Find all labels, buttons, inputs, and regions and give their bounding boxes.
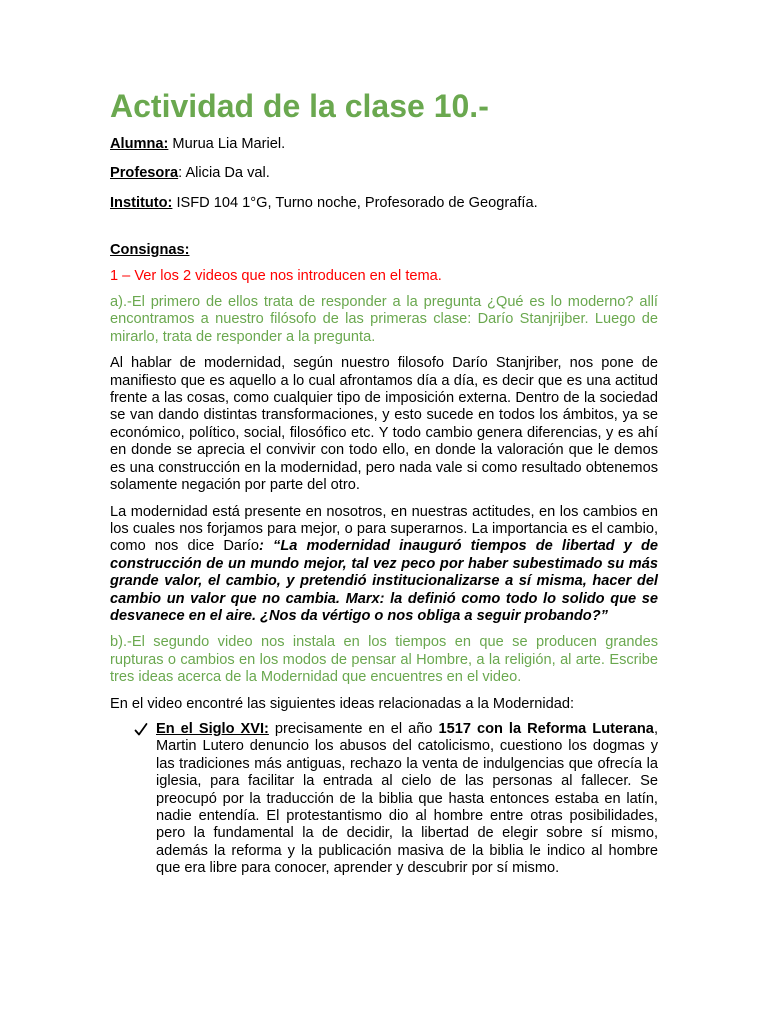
list-item-bold: 1517 con la Reforma Luterana	[438, 720, 654, 737]
answer-b-intro: En el video encontré las siguientes ideas relacionadas a la Modernidad:	[110, 695, 575, 712]
instruction-item-1: 1 – Ver los 2 videos que nos introducen en el tema.	[110, 267, 442, 284]
document-title: Actividad de la clase 10.-	[110, 88, 489, 124]
document-page	[110, 86, 658, 878]
institute-value: ISFD 104 1°G, Turno noche, Profesorado de Geografía.	[172, 194, 538, 211]
student-label: Alumna:	[110, 136, 169, 152]
answer-a-paragraph-1: Al hablar de modernidad, según nuestro filosofo Darío Stanjriber, nos pone de manifiesto que es aquello a lo cual afrontamos día a día, es decir que es una actitud frente a las cosas, como cualquier tipo de imposición externa. Dentro de la sociedad se van dando distintas transformaciones, y esto sucede en todos los ámbitos, ya se económico, político, social, filosófico etc. Y todo cambio genera diferencias, y es ahí en donde se aprecia el convivir con todo ello, en donde la valoración que le demos es una construcción en la modernidad, pero nada vale si como resultado obtenemos solamente negación por parte del otro.	[110, 355, 658, 494]
answer-a-quote: : “La modernidad inauguró tiempos de libertad y de construcción de un mundo mejor, tal vez peco por haber subestimado su más grande valor, el cambio, y pretendió institucionalizarse a sí misma, hacer del cambio un valor que no cambia. Marx: la definió como todo lo solido que se desvanece en el aire. ¿Nos da vértigo o nos obliga a seguir probando?”	[110, 538, 658, 624]
student-field	[110, 136, 658, 153]
instructions-heading: Consignas:	[110, 242, 190, 259]
student-value: Murua Lia Mariel.	[168, 136, 286, 152]
teacher-label: Profesora	[110, 165, 179, 182]
list-item-text-1: precisamente en el año	[268, 720, 439, 737]
question-b: b).-El segundo video nos instala en los tiempos en que se producen grandes rupturas o cambios en los modos de pensar al Hombre, a la religión, al arte. Escribe tres ideas acerca de la Modernidad que encuentres en el video.	[110, 634, 658, 686]
question-a: a).-El primero de ellos trata de responder a la pregunta ¿Qué es lo moderno? allí encontramos a nuestro filósofo de las primeras clase: Darío Stanjrijber. Luego de mirarlo, trata de responder a la pregunta.	[110, 294, 658, 345]
answer-a-paragraph-2-text: La modernidad está presente en nosotros, en nuestras actitudes, en los cambios en los cuales nos forjamos para mejor, o para superarnos. La importancia es el cambio, como nos dice Darío	[110, 503, 658, 555]
list-item-text-2: , Martin Lutero denuncio los abusos del catolicismo, cuestiono los dogmas y las tradiciones más antiguas, rechazo la venta de indulgencias que ofrecía la iglesia, para facilitar la entrada al cielo de las personas al fallecer. Se preocupó por la traducción de la biblia que hasta entonces estaba en latín, nadie entendía. El protestantismo dio al hombre entre otras posibilidades, pero la fundamental la de decidir, la libertad de elegir sobre sí mismo, además la reforma y la publicación masiva de la biblia le indico al hombre que era libre para conocer, aprender y descubrir por sí mismo.	[156, 720, 658, 877]
list-item	[110, 721, 658, 878]
check-icon	[134, 721, 148, 738]
institute-label: Instituto:	[110, 194, 173, 211]
teacher-field	[110, 165, 658, 182]
answer-a-paragraph-2	[110, 504, 658, 626]
list-item-heading: En el Siglo XVI:	[156, 720, 269, 737]
institute-field	[110, 195, 658, 212]
teacher-value: : Alicia Da val.	[178, 165, 270, 182]
